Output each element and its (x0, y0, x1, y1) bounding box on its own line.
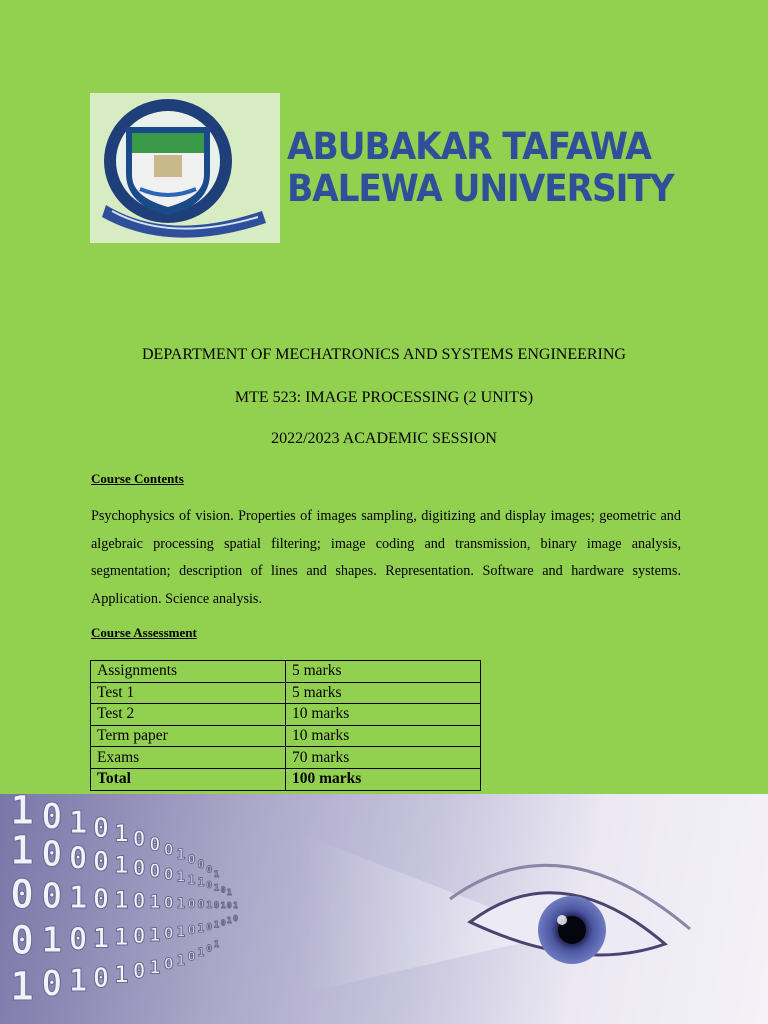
course-contents-title: Course Contents (91, 471, 184, 486)
binary-eye-banner (0, 794, 768, 1024)
assessment-item: Test 2 (91, 704, 286, 726)
table-total-row (91, 768, 481, 790)
assessment-marks: 10 marks (286, 725, 481, 747)
course-assessment-title: Course Assessment (91, 625, 197, 640)
table-row (91, 661, 481, 683)
table-row (91, 704, 481, 726)
assessment-item: Assignments (91, 661, 286, 683)
assessment-marks: 5 marks (286, 661, 481, 683)
assessment-marks: 70 marks (286, 747, 481, 769)
assessment-table (90, 660, 481, 791)
university-logo (90, 93, 280, 243)
course-heading: MTE 523: IMAGE PROCESSING (2 UNITS) (234, 389, 534, 406)
university-name-line1: ABUBAKAR TAFAWA (287, 125, 651, 168)
assessment-item: Exams (91, 747, 286, 769)
binary-row: 1 0 0 0 1 0 0 0 1 1 1 0 1 01 (10, 828, 232, 897)
assessment-marks: 10 marks (286, 704, 481, 726)
assessment-item: Term paper (91, 725, 286, 747)
binary-row: 0 0 1 0 1 0 1 0 1 0 0 1 0 101 (10, 872, 238, 918)
university-name (287, 126, 674, 210)
session-heading: 2022/2023 ACADEMIC SESSION (271, 430, 497, 447)
table-row (91, 725, 481, 747)
assessment-item: Test 1 (91, 682, 286, 704)
binary-eye-illustration (0, 794, 768, 1024)
assessment-marks: 5 marks (286, 682, 481, 704)
binary-row: 0 1 0 1 1 0 1 0 1 0 1 0 1 010 (10, 914, 238, 964)
total-marks: 100 marks (286, 768, 481, 790)
binary-row: 1 0 1 0 1 0 1 0 1 0 1 0 1 (10, 940, 220, 1010)
course-contents-text: Psychophysics of vision. Properties of images sampling, digitizing and display images; geometric and algebraic processing spatial filtering; image coding and transmission, binary image analysis, segmentation; description of lines and shapes. Representation. Software and hardware systems. Application. Science analysis. (91, 508, 681, 607)
university-name-line2: BALEWA UNIVERSITY (287, 167, 674, 210)
table-row (91, 682, 481, 704)
university-crest-icon (90, 93, 280, 243)
table-row (91, 747, 481, 769)
department-heading: DEPARTMENT OF MECHATRONICS AND SYSTEMS ENGINEERING (142, 346, 626, 363)
total-label: Total (91, 768, 286, 790)
binary-row: 1 0 1 0 1 0 0 0 1 0 0 0 1 (10, 794, 220, 880)
